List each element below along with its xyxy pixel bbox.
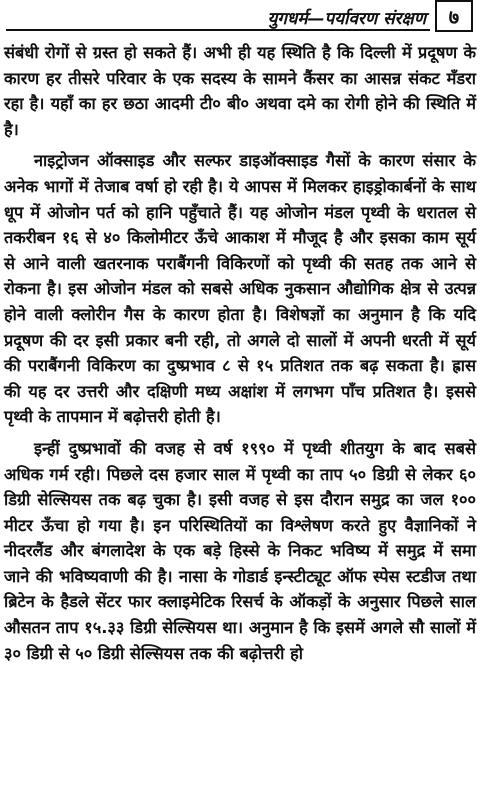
body-text: [4, 40, 476, 666]
page-header: [4, 0, 476, 36]
paragraph-3: इन्हीं दुष्प्रभावों की वजह से वर्ष १९९० में पृथ्वी शीतयुग के बाद सबसे अधिक गर्म रही। पिछले दस हजार साल में पृथ्वी का ताप ५० डिग्री से लेकर ६० डिग्री सेल्सियस तक बढ़ चुका है। इसी वजह से इस दौरान समुद्र का जल १०० मीटर ऊँचा हो गया है। इन परिस्थितियों का विश्लेषण करते हुए वैज्ञानिकों ने नीदरलैंड और बंगलादेश के एक बड़े हिस्से के निकट भविष्य में समुद्र में समा जाने की भविष्यवाणी की है। नासा के गोडार्ड इन्स्टीट्यूट ऑफ स्पेस स्टडीज तथा ब्रिटेन के हैडले सेंटर फार क्लाइमेटिक रिसर्च के ऑकड़ों के अनुसार पिछले साल औसतन ताप १५.३३ डिग्री सेल्सियस था। अनुमान है कि इसमें अगले सौ सालों में ३० डिग्री से ५० डिग्री सेल्सियस तक की बढ़ोत्तरी हो: [4, 438, 476, 663]
running-title: युगधर्म—पर्यावरण संरक्षण: [267, 9, 426, 29]
page-number-box: [435, 0, 473, 32]
page-number: ७: [448, 4, 460, 29]
paragraph-2: नाइट्रोजन ऑक्साइड और सल्फर डाइऑक्साइड गैसों के कारण संसार के अनेक भागों में तेजाब वर्षा हो रही है। ये आपस में मिलकर हाइड्रोकार्बनों के साथ धूप में ओजोन पर्त को हानि पहुँचाते हैं। यह ओजोन मंडल पृथ्वी के धरातल से तकरीबन १६ से ४० किलोमीटर ऊँचे आकाश में मौजूद है और इसका काम सूर्य से आने वाली खतरनाक पराबैंगनी विकिरणों को पृथ्वी की सतह तक आने से रोकना है। इस ओजोन मंडल को सबसे अधिक नुकसान औद्योगिक क्षेत्र से उत्पन्न होने वाली क्लोरीन गैस के कारण होता है। विशेषज्ञों का अनुमान है कि यदि प्रदूषण की दर इसी प्रकार बनी रही, तो अगले दो सालों में अपनी धरती में सूर्य की पराबैंगनी विकिरण का दुष्प्रभाव ८ से १५ प्रतिशत तक बढ़ सकता है। ह्रास की यह दर उत्तरी और दक्षिणी मध्य अक्षांश में लगभग पाँच प्रतिशत है। इससे पृथ्वी के तापमान में बढ़ोत्तरी होती है।: [4, 151, 476, 427]
header-rule: [6, 29, 430, 31]
paragraph-1: संबंधी रोगों से ग्रस्त हो सकते हैं। अभी ही यह स्थिति है कि दिल्ली में प्रदूषण के कारण हर तीसरे परिवार के एक सदस्य के सामने कैंसर का आसन्न संकट मँडरा रहा है। यहाँ का हर छठा आदमी टी० बी० अथवा दमे का रोगी होने की स्थिति में है।: [4, 43, 476, 139]
